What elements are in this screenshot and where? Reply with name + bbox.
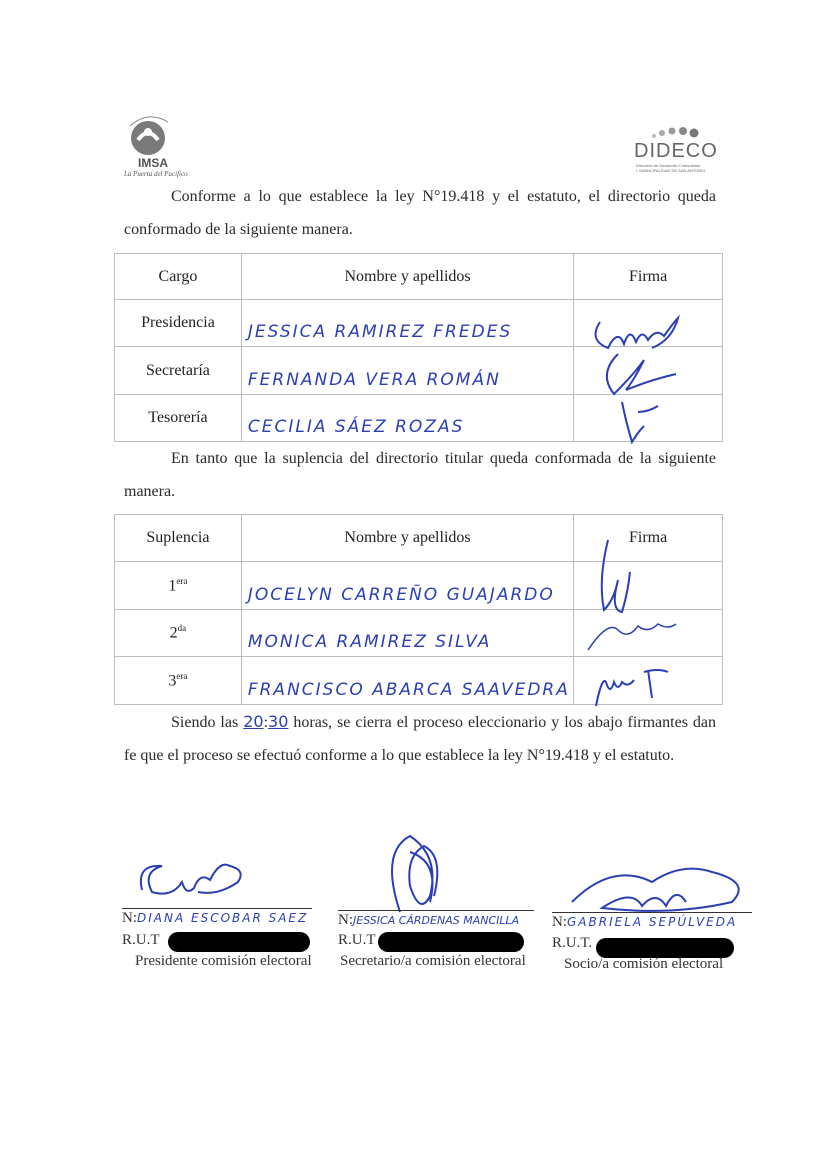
handwritten-name: JOCELYN CARREÑO GUAJARDO bbox=[247, 585, 555, 605]
signature-line bbox=[552, 912, 752, 913]
handwritten-name: FRANCISCO ABARCA SAAVEDRA bbox=[247, 680, 570, 700]
sig2-rut-label: R.U.T bbox=[338, 932, 376, 948]
handwritten-name: JESSICA RAMIREZ FREDES bbox=[247, 322, 513, 342]
dideco-subtitle-2: I. MUNICIPALIDAD DE SAN ANTONIO bbox=[636, 168, 706, 173]
sig3-name: GABRIELA SEPÚLVEDA bbox=[567, 915, 738, 929]
sig3-n-label: N: bbox=[552, 914, 567, 930]
handwritten-name: CECILIA SÁEZ ROZAS bbox=[247, 417, 465, 437]
redaction-bar bbox=[378, 932, 524, 952]
sig2-name-row bbox=[338, 912, 519, 929]
header-nombre: Nombre y apellidos bbox=[241, 515, 573, 562]
sig1-rut-label: R.U.T bbox=[122, 932, 160, 948]
sig1-n-label: N: bbox=[122, 910, 137, 926]
redaction-bar bbox=[596, 938, 734, 958]
ordinal-number: 2 bbox=[169, 624, 178, 642]
header-suplencia: Suplencia bbox=[115, 515, 242, 562]
middle-paragraph: En tanto que la suplencia del directorio titular queda conformada de la siguiente manera. bbox=[124, 450, 716, 500]
nombre-cell bbox=[241, 562, 573, 610]
sig1-name: DIANA ESCOBAR SAEZ bbox=[137, 911, 309, 925]
closing-minutes: 30 bbox=[268, 712, 289, 731]
sig2-role: Secretario/a comisión electoral bbox=[340, 953, 526, 969]
ordinal-number: 3 bbox=[168, 672, 177, 690]
nombre-cell bbox=[241, 347, 573, 395]
imsa-logo bbox=[118, 112, 198, 182]
signature-socio-icon bbox=[552, 862, 762, 922]
ordinal-suffix: era bbox=[176, 575, 188, 586]
header-firma: Firma bbox=[574, 515, 723, 562]
nombre-cell bbox=[241, 657, 573, 705]
dideco-logo bbox=[632, 124, 722, 174]
suplencia-number-cell bbox=[115, 562, 242, 610]
suplencia-signatures-icon bbox=[578, 520, 718, 710]
dideco-logo-text: DIDECO bbox=[634, 140, 718, 162]
intro-paragraph: Conforme a lo que establece la ley N°19.418 y el estatuto, el directorio queda conformado de la siguiente manera. bbox=[124, 188, 716, 238]
ordinal-number: 1 bbox=[168, 577, 177, 595]
imsa-logo-slogan: La Puerta del Pacífico bbox=[124, 170, 188, 178]
dideco-subtitle-1: Dirección de Desarrollo Comunitario bbox=[636, 163, 701, 168]
closing-colon: : bbox=[263, 714, 269, 731]
nombre-cell bbox=[241, 610, 573, 657]
handwritten-name: FERNANDA VERA ROMÁN bbox=[247, 370, 501, 390]
sig3-role: Socio/a comisión electoral bbox=[564, 956, 724, 972]
suplencia-number-cell bbox=[115, 610, 242, 657]
sig2-n-label: N: bbox=[338, 912, 353, 928]
cargo-cell: Presidencia bbox=[115, 300, 242, 347]
signature-line bbox=[122, 908, 312, 909]
suplencia-number-cell bbox=[115, 657, 242, 705]
sig2-name: JESSICA CÁRDENAS MANCILLA bbox=[353, 914, 520, 927]
cargo-cell: Tesorería bbox=[115, 395, 242, 442]
sig1-role: Presidente comisión electoral bbox=[135, 953, 312, 969]
ordinal-suffix: da bbox=[177, 623, 187, 634]
header-firma: Firma bbox=[574, 254, 723, 300]
directorio-signatures-icon bbox=[578, 292, 718, 452]
closing-hour: 20 bbox=[243, 712, 264, 731]
sig3-name-row bbox=[552, 914, 737, 931]
header-nombre: Nombre y apellidos bbox=[241, 254, 573, 300]
nombre-cell bbox=[241, 300, 573, 347]
closing-paragraph bbox=[124, 705, 716, 772]
cargo-cell: Secretaría bbox=[115, 347, 242, 395]
sig1-name-row bbox=[122, 910, 308, 927]
header-cargo: Cargo bbox=[115, 254, 242, 300]
ordinal-suffix: era bbox=[176, 670, 188, 681]
closing-suffix: horas, se cierra el proceso eleccionario y los abajo firmantes dan fe que el proceso se efectuó conforme a lo que establece la ley N°19.418 y el estatuto. bbox=[124, 714, 717, 764]
signature-secretary-icon bbox=[360, 832, 490, 922]
redaction-bar bbox=[168, 932, 310, 952]
imsa-logo-text: IMSA bbox=[138, 156, 168, 170]
handwritten-name: MONICA RAMIREZ SILVA bbox=[247, 632, 492, 652]
signature-line bbox=[338, 910, 534, 911]
nombre-cell bbox=[241, 395, 573, 442]
closing-prefix: Siendo las bbox=[171, 714, 239, 731]
signature-president-icon bbox=[128, 850, 298, 910]
imsa-emblem-icon bbox=[118, 112, 198, 160]
sig3-rut-label: R.U.T. bbox=[552, 935, 593, 951]
